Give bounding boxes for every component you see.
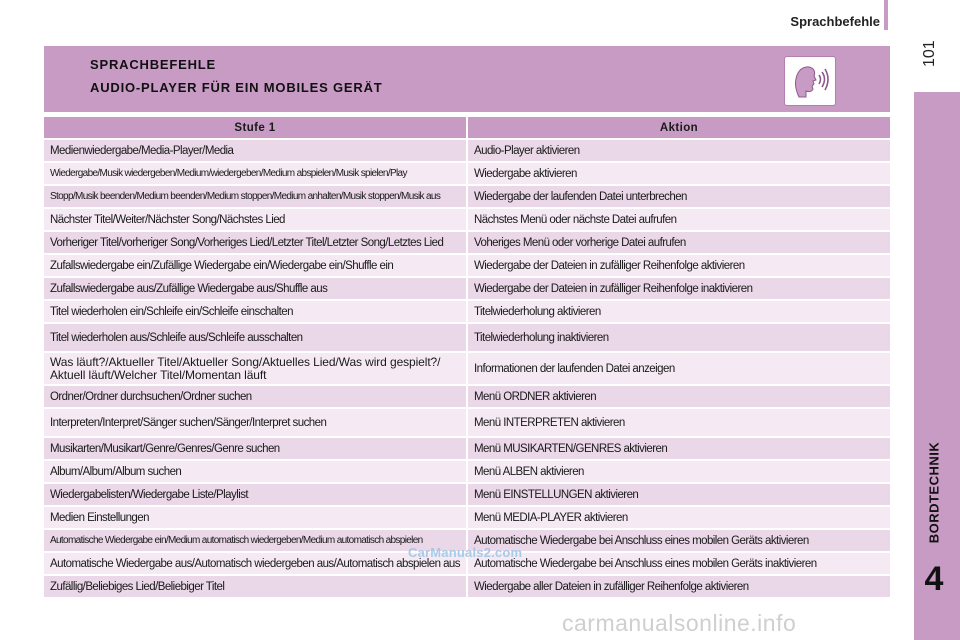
action-cell: Voheriges Menü oder vorherige Datei aufrufen <box>468 232 890 253</box>
table-row <box>44 507 890 528</box>
command-cell: Automatische Wiedergabe aus/Automatisch wiedergeben aus/Automatisch abspielen aus <box>44 553 466 574</box>
watermark-carmanualsonline: carmanualsonline.info <box>562 610 797 636</box>
command-cell: Medienwiedergabe/Media-Player/Media <box>44 140 466 161</box>
voice-command-icon-graphic <box>785 57 835 105</box>
action-cell: Menü ALBEN aktivieren <box>468 461 890 482</box>
table-row <box>44 484 890 505</box>
section-header-band <box>44 46 890 112</box>
command-cell: Automatische Wiedergabe ein/Medium automatisch wiedergeben/Medium automatisch abspielen <box>44 530 466 551</box>
voice-command-table <box>44 117 890 599</box>
running-title: Sprachbefehle <box>790 14 880 29</box>
table-row <box>44 324 890 351</box>
chapter-label-text: BORDTECHNIK <box>926 441 942 543</box>
table-header-row <box>44 117 890 138</box>
action-cell: Wiedergabe aller Dateien in zufälliger Reihenfolge aktivieren <box>468 576 890 597</box>
table-row <box>44 255 890 276</box>
table-row <box>44 140 890 161</box>
command-cell: Medien Einstellungen <box>44 507 466 528</box>
voice-command-icon <box>784 56 836 106</box>
table-row <box>44 409 890 436</box>
table-row <box>44 209 890 230</box>
page-number: 101 <box>921 40 938 67</box>
command-cell: Zufallswiedergabe aus/Zufällige Wiedergabe aus/Shuffle aus <box>44 278 466 299</box>
table-row <box>44 278 890 299</box>
table-row <box>44 186 890 207</box>
watermark-carmanuals2: CarManuals2.com <box>408 545 523 560</box>
action-cell: Informationen der laufenden Datei anzeigen <box>468 353 890 384</box>
action-cell: Wiedergabe der laufenden Datei unterbrechen <box>468 186 890 207</box>
action-cell: Wiedergabe aktivieren <box>468 163 890 184</box>
table-row <box>44 438 890 459</box>
section-title: SPRACHBEFEHLE <box>90 57 216 72</box>
column-header-aktion: Aktion <box>468 117 890 138</box>
action-cell: Automatische Wiedergabe bei Anschluss eines mobilen Geräts inaktivieren <box>468 553 890 574</box>
table-row <box>44 163 890 184</box>
action-cell: Menü ORDNER aktivieren <box>468 386 890 407</box>
command-cell: Ordner/Ordner durchsuchen/Ordner suchen <box>44 386 466 407</box>
action-cell: Wiedergabe der Dateien in zufälliger Reihenfolge inaktivieren <box>468 278 890 299</box>
action-cell: Menü MUSIKARTEN/GENRES aktivieren <box>468 438 890 459</box>
table-row <box>44 301 890 322</box>
command-cell: Wiedergabe/Musik wiedergeben/Medium/wiedergeben/Medium abspielen/Musik spielen/Play <box>44 163 466 184</box>
table-row <box>44 232 890 253</box>
action-cell: Wiedergabe der Dateien in zufälliger Reihenfolge aktivieren <box>468 255 890 276</box>
table-row <box>44 461 890 482</box>
command-cell: Zufallswiedergabe ein/Zufällige Wiedergabe ein/Wiedergabe ein/Shuffle ein <box>44 255 466 276</box>
command-cell: Wiedergabelisten/Wiedergabe Liste/Playlist <box>44 484 466 505</box>
command-cell: Stopp/Musik beenden/Medium beenden/Medium stoppen/Medium anhalten/Musik stoppen/Musik aus <box>44 186 466 207</box>
action-cell: Titelwiederholung inaktivieren <box>468 324 890 351</box>
table-row <box>44 576 890 597</box>
running-title-marker <box>884 0 888 30</box>
action-cell: Nächstes Menü oder nächste Datei aufrufen <box>468 209 890 230</box>
action-cell: Menü INTERPRETEN aktivieren <box>468 409 890 436</box>
chapter-label <box>908 422 960 562</box>
command-cell: Nächster Titel/Weiter/Nächster Song/Nächstes Lied <box>44 209 466 230</box>
command-cell: Album/Album/Album suchen <box>44 461 466 482</box>
column-header-stufe: Stufe 1 <box>44 117 466 138</box>
action-cell: Audio-Player aktivieren <box>468 140 890 161</box>
command-cell: Vorheriger Titel/vorheriger Song/Vorheriges Lied/Letzter Titel/Letzter Song/Letztes Lied <box>44 232 466 253</box>
chapter-number: 4 <box>924 560 944 598</box>
table-row <box>44 386 890 407</box>
action-cell: Menü MEDIA-PLAYER aktivieren <box>468 507 890 528</box>
command-cell: Was läuft?/Aktueller Titel/Aktueller Song/Aktuelles Lied/Was wird gespielt?/ Aktuell läuft/Welcher Titel/Momentan läuft <box>44 353 466 384</box>
command-cell: Titel wiederholen ein/Schleife ein/Schleife einschalten <box>44 301 466 322</box>
command-cell: Musikarten/Musikart/Genre/Genres/Genre suchen <box>44 438 466 459</box>
table-row <box>44 353 890 384</box>
section-subtitle: AUDIO-PLAYER FÜR EIN MOBILES GERÄT <box>90 80 383 95</box>
command-cell: Titel wiederholen aus/Schleife aus/Schleife ausschalten <box>44 324 466 351</box>
action-cell: Automatische Wiedergabe bei Anschluss eines mobilen Geräts aktivieren <box>468 530 890 551</box>
command-cell: Zufällig/Beliebiges Lied/Beliebiger Titel <box>44 576 466 597</box>
command-cell: Interpreten/Interpret/Sänger suchen/Sänger/Interpret suchen <box>44 409 466 436</box>
action-cell: Menü EINSTELLUNGEN aktivieren <box>468 484 890 505</box>
action-cell: Titelwiederholung aktivieren <box>468 301 890 322</box>
